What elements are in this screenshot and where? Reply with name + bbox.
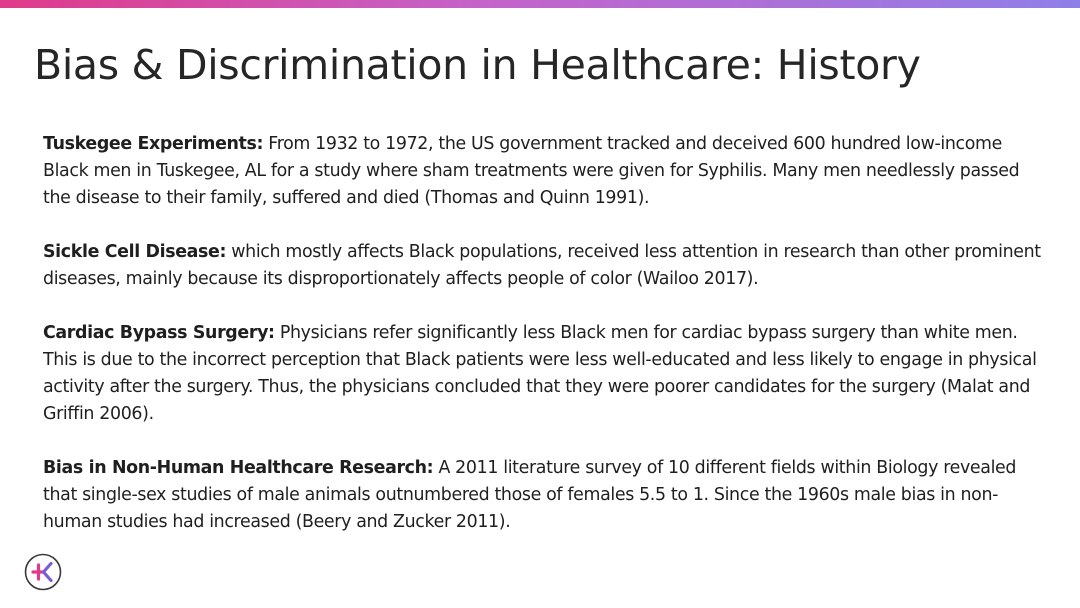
paragraph-text: which mostly affects Black populations, received less attention in research than other prominent diseases, mainly because its disproportionately affects people of color (Wailoo 2017). xyxy=(43,242,1041,289)
paragraph-non-human-research xyxy=(43,455,1043,536)
paragraph-tuskegee xyxy=(43,131,1043,212)
k-logo-icon xyxy=(24,553,62,591)
paragraph-text: A 2011 literature survey of 10 different fields within Biology revealed that single-sex studies of male animals outnumbered those of females 5.5 to 1. Since the 1960s male bias in non-human studies had increased (Beery and Zucker 2011). xyxy=(43,458,1017,532)
paragraph-text: Physicians refer significantly less Black men for cardiac bypass surgery than white men. This is due to the incorrect perception that Black patients were less well-educated and less likely to engage in physical activity after the surgery. Thus, the physicians concluded that they were poorer candidates for the surgery (Malat and Griffin 2006). xyxy=(43,323,1037,424)
paragraph-heading: Tuskegee Experiments: xyxy=(43,134,264,154)
top-accent-bar xyxy=(0,0,1080,8)
slide-body xyxy=(43,131,1043,536)
paragraph-heading: Bias in Non-Human Healthcare Research: xyxy=(43,458,434,478)
slide-title: Bias & Discrimination in Healthcare: History xyxy=(34,41,921,89)
paragraph-text: From 1932 to 1972, the US government tracked and deceived 600 hundred low-income Black men in Tuskegee, AL for a study where sham treatments were given for Syphilis. Many men needlessly passed the disease to their family, suffered and died (Thomas and Quinn 1991). xyxy=(43,134,1020,208)
paragraph-heading: Cardiac Bypass Surgery: xyxy=(43,323,275,343)
paragraph-sickle-cell xyxy=(43,239,1043,293)
paragraph-heading: Sickle Cell Disease: xyxy=(43,242,227,262)
paragraph-cardiac-bypass xyxy=(43,320,1043,428)
